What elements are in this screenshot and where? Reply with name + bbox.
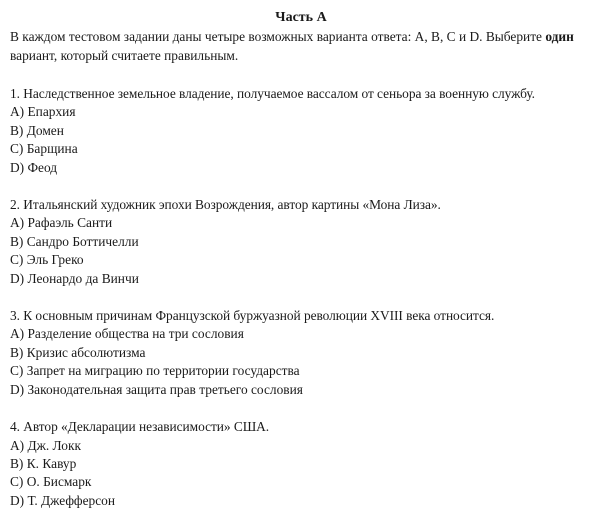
option-b: B) Кризис абсолютизма (10, 344, 146, 360)
instructions-text-start: В каждом тестовом задании даны четыре возможных варианта ответа: A, B, C и D. Выберите (10, 29, 546, 44)
option-d: D) Леонардо да Винчи (10, 270, 139, 286)
option-c: C) Эль Греко (10, 252, 84, 268)
option-c: C) Запрет на миграцию по территории государства (10, 363, 300, 379)
option-a: A) Епархия (10, 104, 76, 120)
option-d: D) Законодательная защита прав третьего сословия (10, 381, 303, 397)
instructions-text-end: вариант, который считаете правильным. (10, 48, 239, 63)
option-d: D) Феод (10, 159, 58, 175)
question-text: 2. Итальянский художник эпохи Возрождения, автор картины «Мона Лиза». (10, 197, 441, 213)
option-d: D) Т. Джефферсон (10, 492, 116, 508)
option-a: A) Разделение общества на три сословия (10, 326, 244, 342)
instructions (10, 27, 592, 65)
option-a: A) Дж. Локк (10, 437, 82, 453)
option-a: A) Рафаэль Санти (10, 215, 113, 231)
question-text: 1. Наследственное земельное владение, получаемое вассалом от сеньора за военную службу. (10, 86, 535, 101)
question-3 (10, 307, 592, 399)
section-title: Часть А (275, 10, 327, 25)
option-c: C) Барщина (10, 141, 78, 157)
option-b: B) К. Кавур (10, 455, 77, 471)
question-text: 4. Автор «Декларации независимости» США. (10, 419, 270, 435)
question-text: 3. К основным причинам Французской буржуазной революции XVIII века относится. (10, 308, 495, 324)
question-4 (10, 418, 592, 510)
instructions-emphasis: один (545, 29, 574, 44)
question-2 (10, 196, 592, 288)
option-c: C) О. Бисмарк (10, 474, 92, 490)
option-b: B) Домен (10, 122, 64, 138)
question-1 (10, 85, 592, 177)
option-b: B) Сандро Боттичелли (10, 233, 139, 249)
